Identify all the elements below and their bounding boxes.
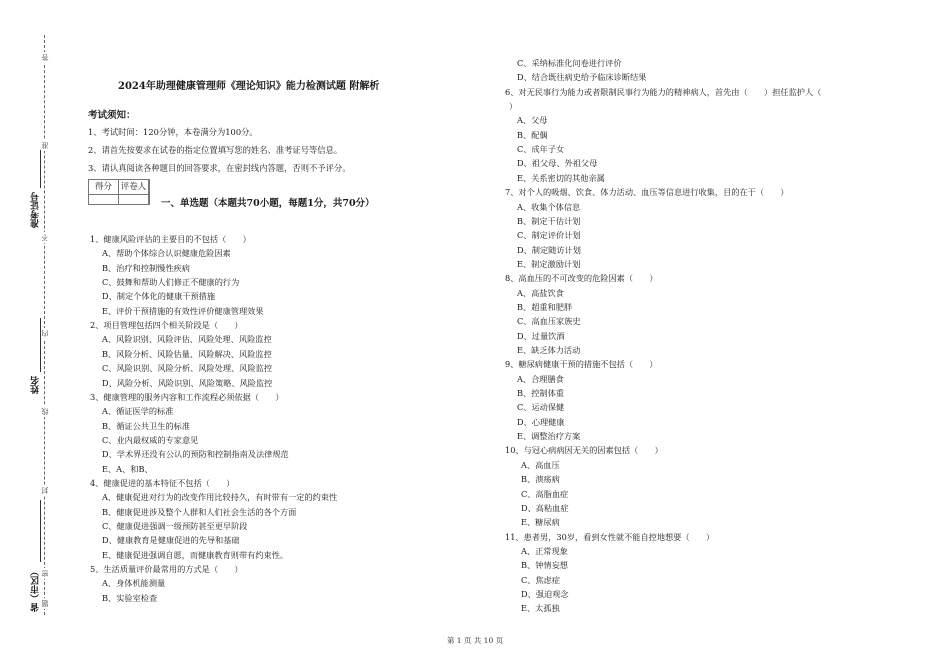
answer-option: D、健康教育是健康促进的先导和基础 (102, 535, 240, 546)
answer-option: D、制定随访计划 (517, 244, 581, 255)
score-box (88, 179, 150, 205)
answer-option: E、健康促进强调自愿，而健康教育则带有约束性。 (102, 549, 289, 560)
question-stem: 6、对无民事行为能力或者限制民事行为能力的精神病人，首先由（ ）担任监护人（ (505, 86, 822, 97)
answer-option: A、正常现象 (521, 545, 568, 556)
seal-mark: 答 (41, 54, 49, 61)
answer-option: B、超重和肥胖 (517, 301, 573, 312)
answer-option: D、心理健康 (517, 416, 565, 427)
answer-option: B、健康促进涉及整个人群和人们社会生活的各个方面 (102, 506, 297, 517)
answer-option: D、高粘血症 (521, 502, 569, 513)
question-stem: 10、与冠心病病因无关的因素包括（ ） (505, 445, 663, 456)
answer-option: B、风险分析、风险估量、风险解决、风险监控 (102, 348, 272, 359)
answer-option: A、身体机能测量 (102, 578, 166, 589)
seal-mark: 封 (41, 487, 49, 494)
answer-option: A、帮助个体综合认识健康危险因素 (102, 248, 231, 259)
notice-item: 3、请认真阅读各种题目的回答要求，在密封线内答题，否则不予评分。 (88, 163, 351, 173)
answer-option: C、高血压家族史 (517, 316, 581, 327)
answer-option: C、高脂血症 (521, 488, 569, 499)
exam-number-label: 准考证号 (31, 192, 41, 228)
page-title: 2024年助理健康管理师《理论知识》能力检测试题 附解析 (118, 81, 380, 92)
answer-option: A、高盐饮食 (517, 287, 564, 298)
answer-option: D、祖父母、外祖父母 (517, 158, 598, 169)
answer-option: D、过量饮酒 (517, 330, 565, 341)
seal-mark: 内 (41, 330, 49, 337)
answer-option: D、结合既往病史给予临床诊断结果 (517, 72, 647, 83)
name-label: 姓名 (31, 376, 41, 394)
answer-option: B、治疗和控制慢性疾病 (102, 262, 190, 273)
score-label: 得分 (89, 180, 119, 204)
seal-mark: 线 (41, 408, 49, 415)
notice-heading: 考试须知： (88, 110, 136, 121)
answer-option: C、健康促进强调一级预防甚至更早阶段 (102, 521, 248, 531)
notice-item: 2、请首先按要求在试卷的指定位置填写您的姓名、准考证号等信息。 (88, 145, 343, 155)
answer-option: B、控制体重 (517, 388, 564, 399)
answer-option: B、配偶 (517, 129, 548, 140)
answer-option: C、运动保健 (517, 402, 565, 413)
answer-option: A、高血压 (521, 459, 560, 470)
seal-mark: 准 (41, 142, 49, 149)
seal-mark: 不 (41, 234, 49, 241)
question-stem: 1、健康风险评估的主要目的不包括（ ） (90, 234, 251, 244)
answer-option: C、焦虑症 (521, 574, 561, 585)
answer-option: B、制定干估计划 (517, 215, 581, 226)
answer-option: C、成年子女 (517, 144, 565, 155)
seal-mark: 题 (41, 600, 49, 607)
answer-option: D、学术界还没有公认的预防和控制指南及法律规范 (102, 449, 289, 460)
answer-option: A、父母 (517, 115, 548, 126)
seal-mark: 密 (41, 570, 49, 577)
answer-option: E、缺乏体力活动 (517, 345, 581, 355)
page-footer: 第 1 页 共 10 页 (446, 636, 504, 645)
name-field[interactable] (40, 318, 41, 372)
question-stem: 2、项目管理包括四个相关阶段是（ ） (90, 320, 243, 331)
answer-option: E、糖尿病 (521, 517, 560, 528)
answer-option: B、钟情妄想 (521, 560, 568, 571)
binding-margin (0, 0, 70, 671)
answer-option: B、循证公共卫生的标准 (102, 420, 190, 431)
seal-line (44, 35, 45, 615)
question-stem: 9、糖尿病健康干预的措施不包括（ ） (505, 359, 658, 370)
question-stem: 11、患者男，30岁，看到女性就不能自控地想要（ ） (505, 531, 715, 542)
answer-option: C、风险识别、风险分析、风险处理、风险监控 (102, 363, 273, 374)
section-heading: 一、单选题（本题共70小题，每题1分，共70分） (161, 198, 375, 209)
question-stem: 3、健康管理的服务内容和工作流程必须依据（ ） (90, 391, 284, 402)
question-stem: 5、生活质量评价最常用的方式是（ ） (90, 564, 243, 575)
answer-option: C、业内最权威的专家意见 (102, 434, 199, 445)
answer-option: E、制定激励计划 (517, 258, 581, 269)
question-stem: 4、健康促进的基本特征不包括（ ） (90, 477, 235, 488)
answer-option: D、制定个体化的健康干预措施 (102, 291, 216, 302)
province-label: 省（市区） (31, 567, 41, 612)
answer-option: E、A、和B、 (102, 463, 153, 474)
answer-option: A、健康促进对行为的改变作用比较持久，有时带有一定的约束性 (102, 492, 338, 503)
exam-number-field[interactable] (40, 150, 41, 188)
answer-option: A、循证医学的标准 (102, 406, 174, 417)
answer-option: C、鼓舞和帮助人们修正不健康的行为 (102, 277, 240, 288)
answer-option: D、强迫观念 (521, 588, 569, 599)
question-stem: 8、高血压的不可改变的危险因素（ ） (505, 273, 658, 284)
answer-option: C、制定评价计划 (517, 230, 581, 241)
question-stem: 7、对个人的吸烟、饮食、体力活动、血压等信息进行收集，目的在于（ ） (505, 187, 789, 198)
answer-option: D、风险分析、风险识别、风险策略、风险监控 (102, 377, 273, 388)
notice-item: 1、考试时间：120分钟，本卷满分为100分。 (88, 127, 258, 137)
answer-option: A、收集个体信息 (517, 201, 581, 212)
answer-option: E、太孤独 (521, 603, 560, 614)
answer-option: B、溃疡病 (521, 474, 560, 485)
province-field[interactable] (40, 500, 41, 562)
answer-option: E、关系密切的其他亲属 (517, 172, 605, 183)
answer-option: A、合理膳食 (517, 373, 564, 384)
answer-option: E、评价干预措施的有效性评价健康管理效果 (102, 305, 264, 316)
answer-option: E、调整治疗方案 (517, 431, 581, 442)
answer-option: A、风险识别、风险评估、风险处理、风险监控 (102, 334, 272, 345)
question-stem: ） (509, 101, 518, 112)
grader-label: 评卷人 (119, 180, 149, 204)
answer-option: B、实验室检查 (102, 592, 158, 603)
answer-option: C、采纳标准化问卷进行评价 (517, 58, 622, 68)
